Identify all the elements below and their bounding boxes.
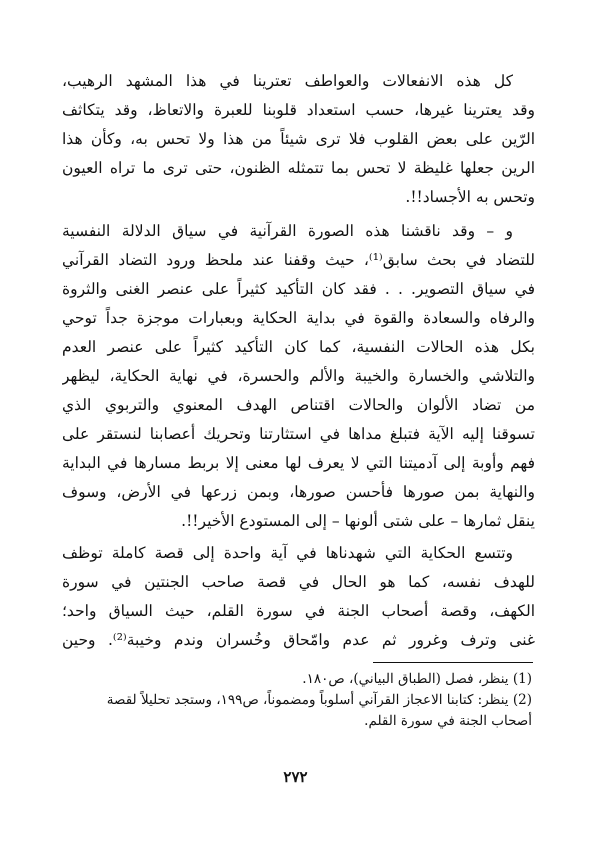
footnote-2-continuation: أصحاب الجنة في سورة القلم.: [364, 713, 532, 729]
paragraph-line: الرّين على بعض القلوب فلا ترى شيئاً من هذا ولا تحس به، وكأن هذا: [62, 130, 535, 148]
paragraph-line: للهدف نفسه، كما هو الحال في قصة صاحب الجنتين في سورة: [62, 573, 535, 591]
footnote-separator: [373, 662, 533, 663]
paragraph-line: ينقل ثمارها – على شتى ألونها – إلى المستودع الأخير!!.: [181, 512, 535, 530]
paragraph-line: و – وقد ناقشنا هذه الصورة القرآنية في سياق الدلالة النفسية: [62, 222, 513, 240]
page-number: ٢٧٢: [283, 768, 308, 786]
paragraph-line: وقد يعترينا غيرها، حسب استعداد قلوبنا للعبرة والاتعاظ، وقد يتكاثف: [62, 101, 535, 119]
footnote-2: (2) ينظر: كتابنا الاعجاز القرآني أسلوباً ومضموناً، ص١٩٩، وستجد تحليلاً لقصة: [106, 692, 532, 708]
paragraph-line: غنى وترف وغرور ثم عدم وامّحاق وخُسران وندم وخيبة⁽²⁾. وحين: [62, 631, 535, 649]
paragraph-2: [62, 217, 535, 536]
paragraph-line: في سياق التصوير. . . فقد كان التأكيد كثيراً على عنصر الغنى والثروة: [62, 280, 535, 298]
paragraph-line: الكهف، وقصة أصحاب الجنة في سورة القلم، حيث السياق واحد؛: [62, 602, 535, 620]
footnote-1: (1) ينظر، فصل (الطباق البياني)، ص١٨٠.: [302, 671, 532, 687]
paragraph-line: والتلاشي والخسارة والخيبة والألم والحسرة، في نهاية الحكاية، ليظهر: [62, 367, 535, 385]
paragraph-line: والرفاه والسعادة والقوة في بداية الحكاية وبعبارات موجزة جداً توحي: [62, 309, 535, 327]
paragraph-line: الرين جعلها غليظة لا تحس بما تتمثله الظنون، حتى ترى ما تراه العيون: [62, 159, 535, 177]
paragraph-1: [62, 67, 535, 212]
paragraph-3: [62, 539, 535, 655]
paragraph-line: من تضاد الألوان والحالات اقتناص الهدف المعنوي والتربوي الذي: [62, 396, 535, 414]
footnotes: [106, 669, 532, 732]
paragraph-line: فهم وأوبة إلى آدميتنا التي لا يعرف لها معنى إلا بربط مسارها في البداية: [62, 454, 535, 472]
paragraph-line: للتضاد في بحث سابق⁽¹⁾، حيث وقفنا عند ملحظ ورود التضاد القرآني: [62, 251, 535, 269]
paragraph-line: وتتسع الحكاية التي شهدناها في آية واحدة إلى قصة كاملة توظف: [62, 544, 513, 562]
paragraph-line: تسوقنا إليه الآية فتبلغ مداها في استثارتنا وتحريك أعصابنا لنستقر على: [62, 425, 535, 443]
paragraph-line: والنهاية بمن صورها فأحسن صورها، وبمن زرعها في الأرض، وسوف: [62, 483, 535, 501]
paragraph-line: بكل هذه الحالات النفسية، كما كان التأكيد كثيراً على عنصر العدم: [62, 338, 535, 356]
paragraph-line: وتحس به الأجساد!!.: [405, 188, 535, 206]
paragraph-line: كل هذه الانفعالات والعواطف تعترينا في هذا المشهد الرهيب،: [62, 72, 513, 90]
